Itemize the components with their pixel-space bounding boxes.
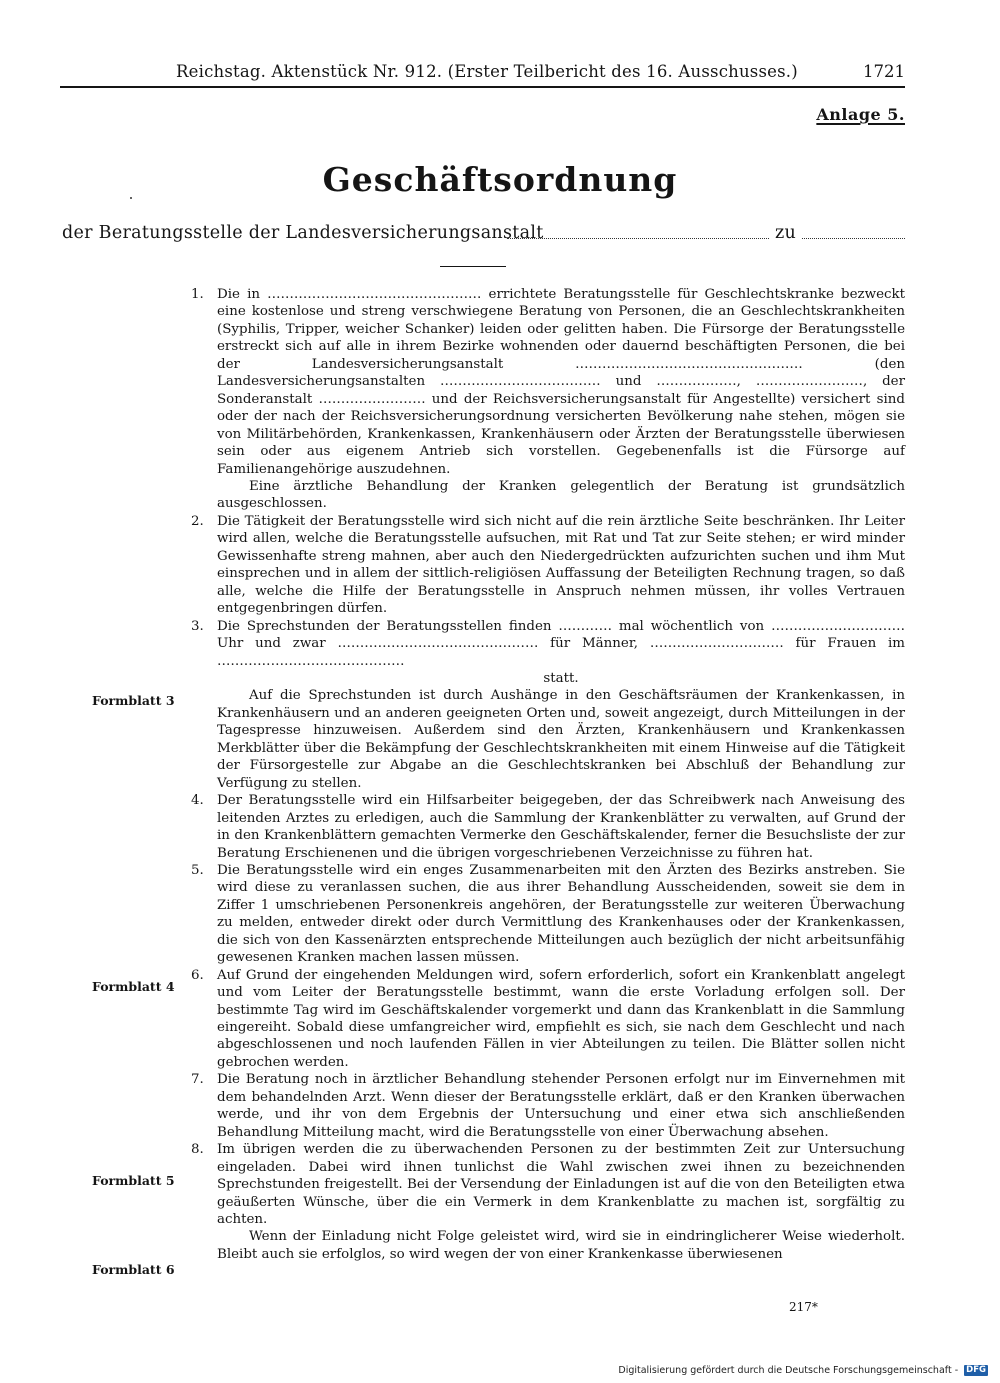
paragraph-text: Wenn der Einladung nicht Folge geleistet wird, wird sie in eindringlicherer Weise wiederholt. Bleibt auch sie erfolglos, so wird wegen der von einer Krankenkasse überwiesenen — [217, 1229, 905, 1262]
paragraph-number: 1. — [191, 287, 204, 302]
paragraph-3 — [185, 618, 905, 688]
paragraph-8-continuation — [185, 1228, 905, 1263]
paragraph-number: 8. — [191, 1142, 204, 1158]
title-divider — [440, 266, 506, 267]
sheet-number: 217* — [789, 1300, 818, 1314]
fill-in-line — [802, 238, 905, 239]
paragraph-5 — [185, 862, 905, 967]
paragraph-8 — [185, 1141, 905, 1228]
paragraph-number: 5. — [191, 862, 204, 878]
paragraph-text: Die Beratungsstelle wird ein enges Zusammenarbeiten mit den Ärzten des Bezirks anstreben. Sie wird diese zu veranlassen suchen, die aus ihrer Behandlung Ausscheidenden, soweit sie dem in Ziffer 1 umschriebenen Personenkreis angehören, der Beratungsstelle zur weiteren Überwachung zu melden, entweder direkt oder durch Vermittlung des Krankenhauses oder der Krankenkassen, die sich von den Kassenärzten entsprechende Mitteilungen auch bezüglich der nicht arbeitsunfähig gewesenen Kranken machen lassen müssen. — [217, 862, 905, 966]
running-title: Reichstag. Aktenstück Nr. 912. (Erster Teilbericht des 16. Ausschusses.) — [176, 62, 798, 81]
page-header — [60, 62, 905, 88]
header-rule — [60, 86, 905, 88]
margin-label: Formblatt 4 — [92, 979, 175, 994]
body-text — [185, 286, 905, 1263]
paragraph-7 — [185, 1071, 905, 1141]
paragraph-text: Die Tätigkeit der Beratungsstelle wird sich nicht auf die rein ärztliche Seite beschränken. Ihr Leiter wird allen, welche die Beratungsstelle aufsuchen, mit Rat und Tat zur Seite stehen; er wird minder Gewissenhafte streng mahnen, aber auch den Niedergedrückten aufzurichten suchen und ihm Mut einsprechen und in allem der sittlich-religiösen Auffassung der Beteiligten Rechnung tragen, so daß alle, welche die Hilfe der Beratungsstelle in Anspruch nehmen müssen, ihr volles Vertrauen entgegenbringen dürfen. — [217, 513, 905, 617]
fill-in-line — [507, 238, 769, 239]
paragraph-text: Die Beratung noch in ärztlicher Behandlung stehender Personen erfolgt nur im Einvernehmen mit dem behandelnden Arzt. Wenn dieser der Beratungsstelle erklärt, daß er den Kranken überwachen werde, und ihr von dem Ergebnis der Untersuchung und einer etwa sich anschließenden Behandlung Mitteilung macht, wird die Beratungsstelle von einer Überwachung absehen. — [217, 1072, 905, 1140]
annex-label: Anlage 5. — [816, 105, 905, 124]
footer-text: Digitalisierung gefördert durch die Deutsche Forschungsgemeinschaft - — [618, 1365, 959, 1376]
paragraph-2 — [185, 513, 905, 618]
paragraph-text: Der Beratungsstelle wird ein Hilfsarbeiter beigegeben, der das Schreibwerk nach Anweisung des leitenden Arztes zu erledigen, auch die Sammlung der Krankenblätter zu verwalten, auf Grund der in den Krankenblättern gemachten Vermerke den Geschäftskalender, ferner die Besuchsliste der zur Beratung Erschienenen und die übrigen vorgeschriebenen Verzeichnisse zu führen hat. — [217, 793, 905, 861]
paragraph-number: 7. — [191, 1072, 204, 1088]
paragraph-text: Im übrigen werden die zu überwachenden Personen zu der bestimmten Zeit zur Untersuchung eingeladen. Dabei wird ihnen tunlichst die Wahl zwischen zwei ihnen zu bezeichnenden Sprechstunden freigestellt. Bei der Versendung der Einladungen ist auf die von den Beteiligten etwa geäußerten Wünsche, über die ein Vermerk in dem Krankenblatte zu machen ist, sorgfältig zu achten. — [217, 1142, 905, 1228]
paragraph-3-continuation — [185, 687, 905, 792]
paragraph-text: Die Sprechstunden der Beratungsstellen finden ………… mal wöchentlich von ………………………… Uhr und zwar ……………………………………… für Männer, ………………………… für Frauen im …………………………………… — [217, 618, 905, 669]
paragraph-text: Eine ärztliche Behandlung der Kranken gelegentlich der Beratung ist grundsätzlich ausgeschlossen. — [217, 478, 905, 512]
paragraph-number: 4. — [191, 793, 204, 809]
paragraph-4 — [185, 792, 905, 862]
paragraph-text: Auf Grund der eingehenden Meldungen wird, sofern erforderlich, sofort ein Krankenblatt angelegt und vom Leiter der Beratungsstelle bestimmt, wann die erste Vorladung erfolgen soll. Der bestimmte Tag wird im Geschäftskalender vorgemerkt und dann das Krankenblatt in die Sammlung eingereiht. Sobald diese umfangreicher wird, empfiehlt es sich, sie nach dem Geschlecht und nach abgeschlossenen und noch laufenden Fällen in vier Abteilungen zu teilen. Die Blätter sollen nicht gebrochen werden. — [217, 967, 905, 1070]
paragraph-1-continuation — [185, 478, 905, 513]
dfg-logo-icon: DFG — [966, 1365, 986, 1375]
paragraph-number: 2. — [191, 513, 204, 529]
subtitle-text: der Beratungsstelle der Landesversicherungsanstalt — [62, 223, 544, 243]
subtitle-line — [62, 223, 905, 247]
subtitle-zu: zu — [775, 223, 797, 243]
paragraph-1 — [185, 286, 905, 478]
margin-label: Formblatt 3 — [92, 693, 175, 708]
paragraph-text: Die in ………………………………………… errichtete Beratungsstelle für Geschlechtskranke bezweckt eine kostenlose und streng verschwiegene Beratung von Personen, die an Geschlechtskrankheiten (Syphilis, Tripper, weicher Schanker) leiden oder gelitten haben. Die Fürsorge der Beratungsstelle erstreckt sich auf alle in ihrem Bezirke wohnenden oder dauernd beschäftigten Personen, die bei der Landesversicherungsanstalt …………………………………………… (den Landesversicherungsanstalten ……………………………… und ………………, ……………………, der Sonderanstalt …………………… und der Reichsversicherungsanstalt für Angestellte) versichert sind oder der nach der Reichsversicherungsordnung versicherten Bevölkerung nahe stehen, mögen sie von Militärbehörden, Krankenkassen, Krankenhäusern oder Ärzten der Beratungsstelle überwiesen sein oder aus eigenem Antrieb sich vorstellen. Gegebenenfalls ist die Fürsorge auf Familienangehörige auszudehnen. — [217, 287, 905, 477]
margin-label: Formblatt 6 — [92, 1262, 175, 1277]
document-title: Geschäftsordnung — [322, 160, 678, 199]
digitization-footer — [618, 1365, 988, 1376]
paragraph-tail: statt. — [543, 670, 579, 686]
paragraph-number: 6. — [191, 967, 204, 983]
page-number: 1721 — [863, 62, 905, 81]
paragraph-6 — [185, 967, 905, 1072]
paragraph-text: Auf die Sprechstunden ist durch Aushänge in den Geschäftsräumen der Krankenkassen, in Krankenhäusern und an anderen geeigneten Orten und, soweit angezeigt, durch Mitteilungen in der Tagespresse hinzuweisen. Außerdem sind den Ärzten, Krankenhäusern und Krankenkassen Merkblätter über die Bekämpfung der Geschlechtskrankheiten mit einem Hinweise auf die Tätigkeit der Fürsorgestelle zur Abgabe an die Geschlechtskranken bei Abschluß der Behandlung zur Verfügung zu stellen. — [217, 688, 905, 791]
margin-label: Formblatt 5 — [92, 1173, 175, 1188]
paragraph-number: 3. — [191, 618, 204, 634]
